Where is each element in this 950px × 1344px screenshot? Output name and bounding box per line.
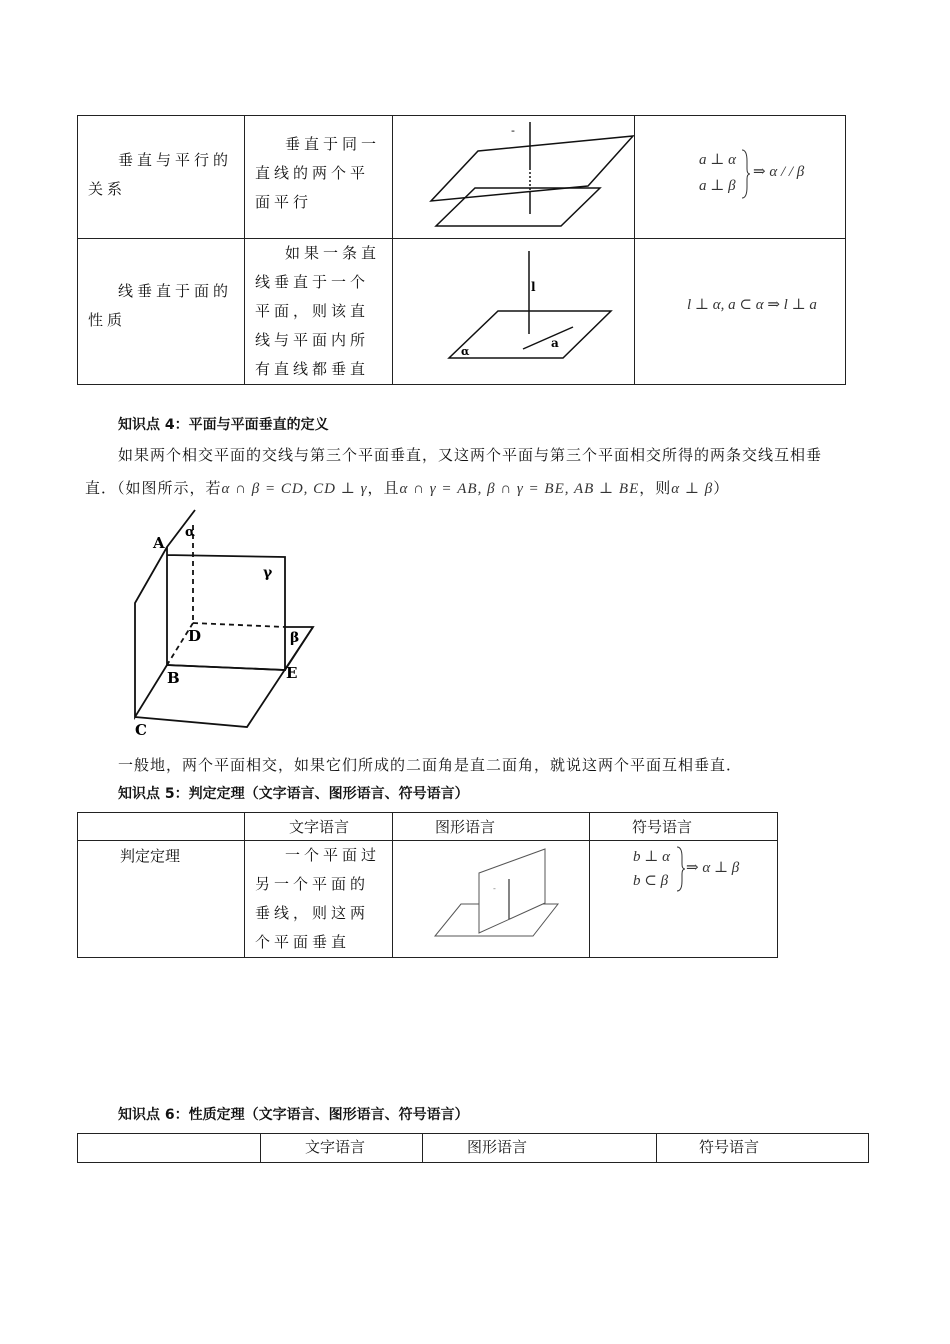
para2-mid: ，且 bbox=[367, 479, 400, 497]
para2-then: ，则 bbox=[639, 479, 672, 497]
label-A: A bbox=[153, 534, 165, 552]
math-conclusion: α ⊥ β bbox=[671, 481, 714, 497]
section4-heading: 知识点 4：平面与平面垂直的定义 bbox=[118, 417, 329, 433]
header-blank bbox=[78, 813, 245, 841]
criterion-text: 一个平面过另一个平面的垂线，则这两个平面垂直 bbox=[255, 846, 381, 951]
label-l: l bbox=[531, 280, 536, 294]
row1-name: 垂直与平行的关系 bbox=[88, 151, 233, 198]
symbol-line2: b ⊂ β bbox=[633, 873, 669, 889]
brace-icon bbox=[676, 846, 686, 892]
label-alpha: α bbox=[185, 525, 196, 540]
row2-symbol: l ⊥ α, a ⊂ α ⇒ l ⊥ a bbox=[687, 297, 817, 313]
row2-figure-cell bbox=[393, 239, 635, 385]
row2-symbol-cell bbox=[635, 239, 846, 385]
criterion-symbol-cell bbox=[590, 841, 778, 958]
row1-symbol-cell bbox=[635, 116, 846, 239]
label-a: a bbox=[551, 336, 559, 350]
row2-name: 线垂直于面的性质 bbox=[88, 282, 233, 329]
symbol-result: ⇒ α ⊥ β bbox=[686, 860, 740, 876]
row2-text-cell bbox=[245, 239, 393, 385]
lower-plane bbox=[436, 188, 600, 226]
label-C: C bbox=[135, 721, 147, 739]
header-text-lang: 文字语言 bbox=[261, 1134, 423, 1163]
relations-table bbox=[77, 115, 846, 385]
label-B: B bbox=[167, 669, 180, 687]
line-BE bbox=[167, 665, 285, 670]
criterion-table bbox=[77, 812, 778, 958]
row1-symbol bbox=[635, 116, 845, 238]
fig-mark: - bbox=[511, 124, 515, 137]
plane-alpha bbox=[449, 311, 611, 358]
line-perp-plane-figure bbox=[393, 239, 634, 382]
label-E: E bbox=[286, 664, 298, 682]
math-condition2: α ∩ γ = AB, β ∩ γ = BE, AB ⊥ BE bbox=[399, 481, 640, 497]
criterion-symbol bbox=[590, 841, 777, 955]
section4-para3: 一般地，两个平面相交，如果它们所成的二面角是直二面角，就说这两个平面互相垂直． bbox=[118, 756, 743, 774]
row2-name-cell bbox=[78, 239, 245, 385]
line-a bbox=[523, 327, 573, 349]
vertical-plane bbox=[479, 849, 545, 933]
label-gamma: γ bbox=[263, 565, 273, 581]
parallel-planes-figure bbox=[393, 116, 634, 238]
math-condition1: α ∩ β = CD, CD ⊥ γ bbox=[221, 481, 368, 497]
symbol-line1: b ⊥ α bbox=[633, 849, 670, 865]
header-figure-lang: 图形语言 bbox=[393, 813, 590, 841]
fig-mark: - bbox=[493, 884, 496, 893]
row1-text: 垂直于同一直线的两个平面平行 bbox=[255, 135, 381, 211]
symbol-result: ⇒ α / / β bbox=[753, 164, 805, 180]
property-table bbox=[77, 1133, 869, 1163]
header-text-lang: 文字语言 bbox=[245, 813, 393, 841]
section4-para2 bbox=[85, 477, 729, 498]
criterion-figure-cell bbox=[393, 841, 590, 958]
criterion-text-cell bbox=[245, 841, 393, 958]
label-D: D bbox=[188, 627, 202, 645]
header-figure-lang: 图形语言 bbox=[423, 1134, 657, 1163]
line-D-hidden bbox=[193, 623, 285, 627]
symbol-line2: a ⊥ β bbox=[699, 178, 736, 194]
upper-plane bbox=[431, 136, 633, 201]
row1-name-cell bbox=[78, 116, 245, 239]
criterion-label: 判定定理 bbox=[120, 847, 181, 865]
section4-para1: 如果两个相交平面的交线与第三个平面垂直，又这两个平面与第三个平面相交所得的两条交线互相垂 bbox=[118, 446, 823, 464]
header-symbol-lang: 符号语言 bbox=[657, 1134, 869, 1163]
row1-figure-cell bbox=[393, 116, 635, 239]
perpendicular-planes-figure bbox=[125, 505, 325, 740]
symbol-line1: a ⊥ α bbox=[699, 152, 736, 168]
label-alpha: α bbox=[461, 345, 470, 358]
para2-end: ） bbox=[713, 479, 730, 497]
criterion-label-cell bbox=[78, 841, 245, 958]
section5-heading: 知识点 5：判定定理（文字语言、图形语言、符号语言） bbox=[118, 786, 469, 802]
plane-alpha-edge bbox=[135, 510, 195, 717]
plane-perp-figure bbox=[393, 841, 589, 955]
section6-heading: 知识点 6：性质定理（文字语言、图形语言、符号语言） bbox=[118, 1107, 469, 1123]
brace-icon bbox=[741, 149, 751, 199]
label-beta: β bbox=[290, 630, 300, 646]
header-blank bbox=[78, 1134, 261, 1163]
row1-text-cell bbox=[245, 116, 393, 239]
header-symbol-lang: 符号语言 bbox=[590, 813, 778, 841]
row2-text: 如果一条直线垂直于一个平面，则该直线与平面内所有直线都垂直 bbox=[255, 244, 381, 378]
para2-prefix: 直．（如图所示，若 bbox=[85, 479, 222, 497]
